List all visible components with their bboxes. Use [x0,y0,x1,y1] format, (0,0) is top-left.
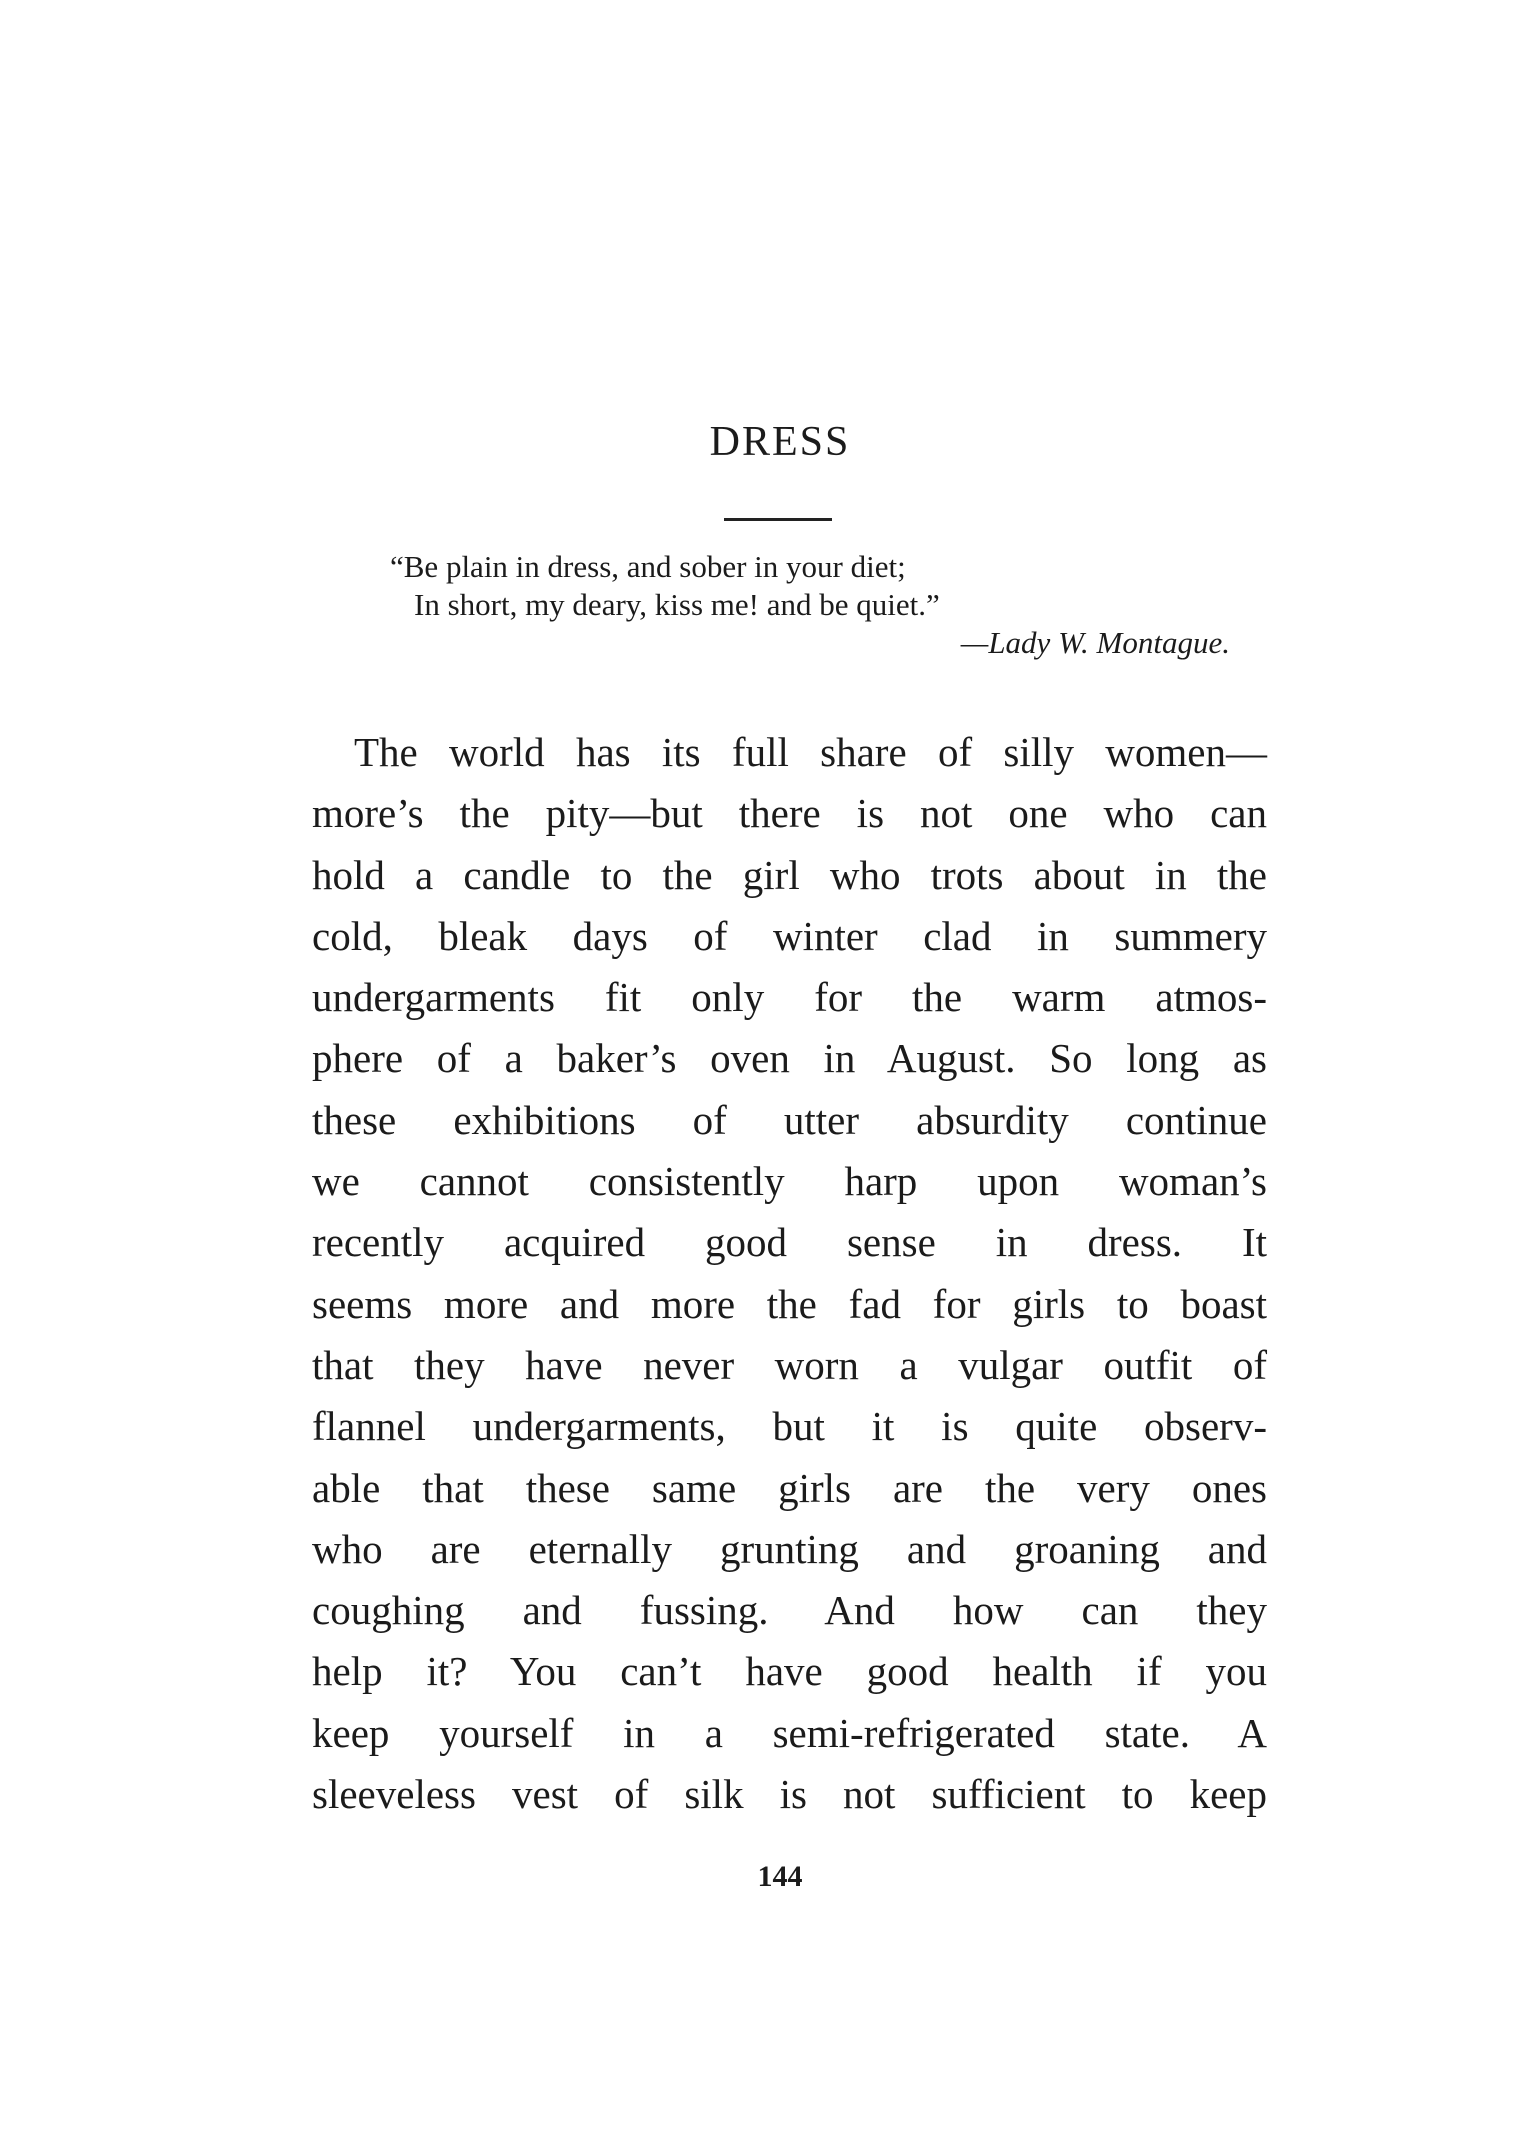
body-line: hold a candle to the girl who trots about in the [312,851,1267,898]
body-line: cold, bleak days of winter clad in summery [312,912,1267,959]
body-line: seems more and more the fad for girls to boast [312,1280,1267,1327]
body-line: undergarments fit only for the warm atmos- [312,974,1267,1021]
body-line: able that these same girls are the very ones [312,1464,1267,1511]
epigraph-line-2: In short, my deary, kiss me! and be quiet.” [414,587,940,622]
body-line: flannel undergarments, but it is quite observ- [312,1403,1267,1450]
body-line: more’s the pity—but there is not one who can [312,790,1267,837]
epigraph [390,548,1270,662]
body-line: help it? You can’t have good health if you [312,1648,1267,1695]
epigraph-line-1: “Be plain in dress, and sober in your diet; [390,549,906,584]
body-line: that they have never worn a vulgar outfit of [312,1341,1267,1388]
body-line: who are eternally grunting and groaning and [312,1525,1267,1572]
body-line: these exhibitions of utter absurdity continue [312,1096,1267,1143]
body-line: we cannot consistently harp upon woman’s [312,1158,1267,1205]
body-paragraph [312,722,1267,1825]
body-line: coughing and fussing. And how can they [312,1587,1267,1634]
epigraph-attribution: —Lady W. Montague. [960,625,1230,660]
chapter-title: DRESS [709,419,851,465]
title-rule-divider [724,518,832,521]
body-line: The world has its full share of silly women— [354,729,1267,775]
body-line: keep yourself in a semi-refrigerated state. A [312,1709,1267,1756]
page-number: 144 [757,1860,803,1893]
body-line: recently acquired good sense in dress. It [312,1219,1267,1266]
body-line: sleeveless vest of silk is not sufficient to keep [312,1771,1267,1818]
body-line: phere of a baker’s oven in August. So long as [312,1035,1267,1082]
